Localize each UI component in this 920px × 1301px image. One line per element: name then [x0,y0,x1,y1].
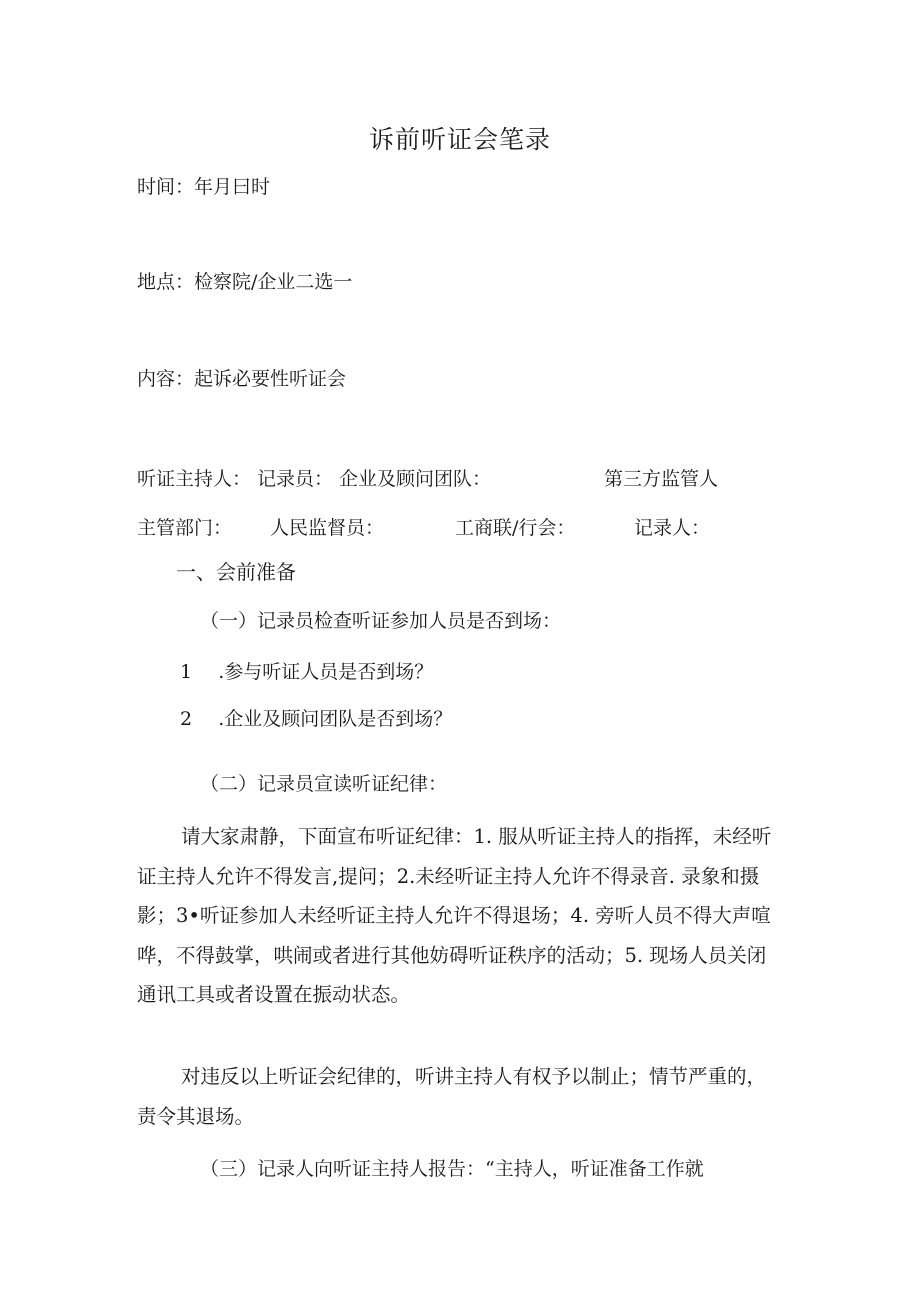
list-item [180,663,433,682]
violation-line: 对违反以上听证会纪律的，听讲主持人有权予以制止；情节严重的， [181,1065,767,1088]
document-title: 诉前听证会笔录 [368,125,551,154]
section-heading: 一、会前准备 [176,560,296,584]
list-item [180,710,452,729]
violation-line: 责令其退场。 [137,1104,255,1128]
host-label: 听证主持人： [137,468,252,490]
rules-line: 请大家肃静，下面宣布听证纪律：1. 服从听证主持人的指挥，未经听 [181,825,772,848]
clerk-label: 记录员： [257,468,334,490]
authority-label: 主管部门： [137,517,233,539]
rules-line: 哗，不得鼓掌，哄闹或者进行其他妨碍听证秩序的活动；5. 现场人员关闭 [137,943,767,967]
content-field: 内容：起诉必要性听证会 [137,368,347,390]
rules-line: 通讯工具或者设置在振动状态。 [137,983,411,1006]
enterprise-team-label: 企业及顾问团队： [339,468,492,490]
list-item-number: 2 [180,708,193,730]
time-field: 时间：年月曰时 [137,176,271,198]
commerce-federation-label: 工商联/行会： [455,517,576,539]
rules-line: 影；3•听证参加人未经听证主持人允许不得退场；4. 旁听人员不得大声喧 [137,904,771,927]
subsection-heading-3: （三）记录人向听证主持人报告：“主持人，听证准备工作就 [200,1158,704,1180]
rules-paragraph [137,817,787,1015]
third-party-supervisor-label: 第三方监管人 [604,468,719,490]
people-supervisor-label: 人民监督员： [270,517,385,539]
violation-paragraph [137,1057,787,1136]
rules-line: 证主持人允许不得发言,提问；2.未经听证主持人允许不得录音. 录象和摄 [137,864,760,888]
list-item-text: .企业及顾问团队是否到场？ [218,708,453,730]
subsection-heading-2: （二）记录员宣读听证纪律： [200,773,448,795]
list-item-text: .参与听证人员是否到场？ [218,661,434,683]
subsection-heading-1: （一）记录员检查听证参加人员是否到场： [200,610,562,632]
location-field: 地点：检察院/企业二选一 [137,271,353,293]
list-item-number: 1 [180,661,193,683]
recorder-label: 记录人： [634,517,711,539]
